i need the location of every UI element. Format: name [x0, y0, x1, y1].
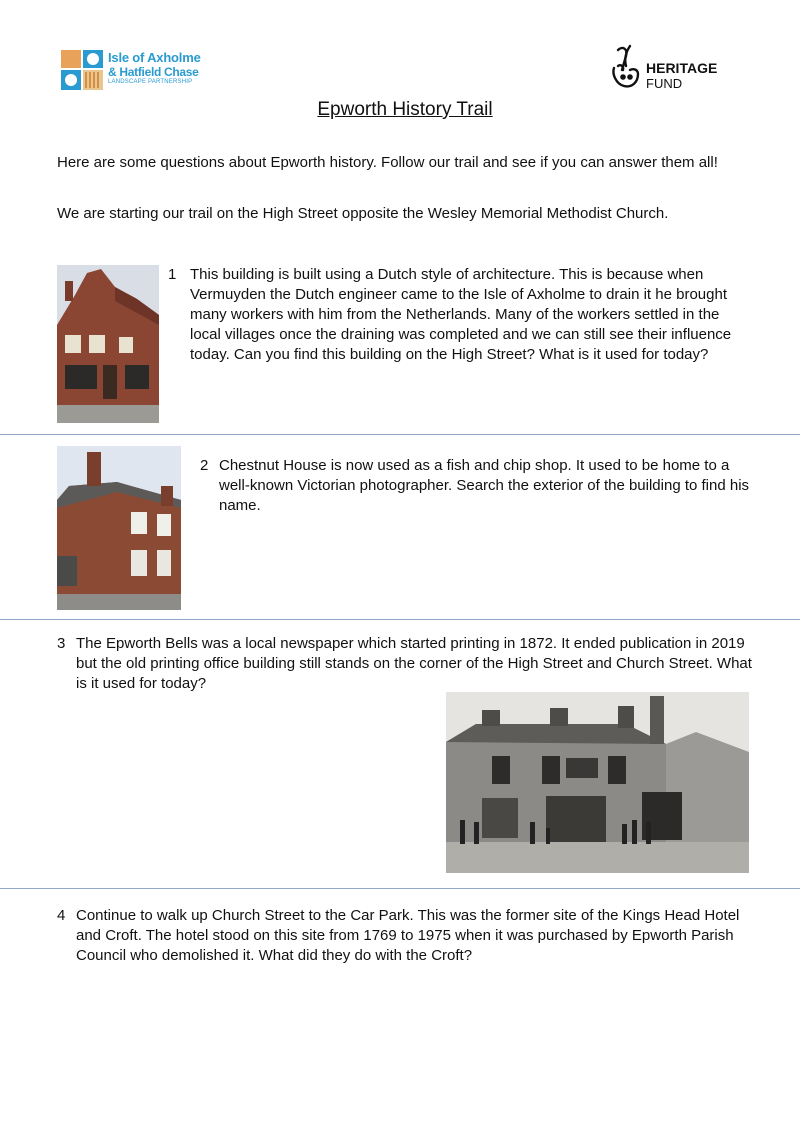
partnership-name-line3: LANDSCAPE PARTNERSHIP [108, 79, 193, 85]
fund-name: FUND [646, 76, 683, 91]
question-4-number: 4 [57, 907, 66, 924]
question-2-text: Chestnut House is now used as a fish and chip shop. It used to be home to a well-known Victorian photographer. Search the exterior of the building to find his name. [219, 457, 750, 514]
question-3-text: The Epworth Bells was a local newspaper which started printing in 1872. It ended publication in 2019 but the old printing office building still stands on the corner of the High Street and Church Street. What is it used for today? [76, 635, 752, 692]
heritage-name: HERITAGE [646, 60, 718, 76]
crossed-fingers-icon [608, 44, 644, 92]
question-4-text: Continue to walk up Church Street to the Car Park. This was the former site of the Kings Head Hotel and Croft. The hotel stood on this site from 1769 to 1975 when it was purchased by Epworth Parish Council who demolished it. What did they do with the Croft? [76, 907, 740, 964]
partnership-name-line1: Isle of Axholme [108, 50, 201, 65]
epworth-bells-office-photo [446, 692, 749, 873]
page-title: Epworth History Trail [317, 99, 493, 120]
chestnut-house-photo [57, 446, 181, 610]
intro-paragraph-2: We are starting our trail on the High Street opposite the Wesley Memorial Methodist Church. [57, 205, 669, 222]
partnership-logo-mark-icon [60, 48, 104, 92]
section-divider [0, 619, 800, 620]
section-divider [0, 434, 800, 435]
question-1-number: 1 [168, 266, 177, 283]
partnership-name-line2: & Hatfield Chase [108, 65, 199, 79]
question-2-number: 2 [200, 457, 209, 474]
dutch-style-building-photo [57, 265, 159, 423]
question-3-number: 3 [57, 635, 66, 652]
isle-of-axholme-logo [60, 48, 220, 94]
heritage-fund-logo [608, 44, 728, 94]
question-1-text: This building is built using a Dutch style of architecture. This is because when Vermuyden the Dutch engineer came to the Isle of Axholme to drain it he brought many workers with him from the Netherlands. Many of the workers settled in the local villages once the draining was completed and we can still see their influence today. Can you find this building on the High Street? What is it used for today? [190, 266, 732, 363]
intro-paragraph-1: Here are some questions about Epworth history. Follow our trail and see if you can answer them all! [57, 154, 718, 171]
section-divider [0, 888, 800, 889]
